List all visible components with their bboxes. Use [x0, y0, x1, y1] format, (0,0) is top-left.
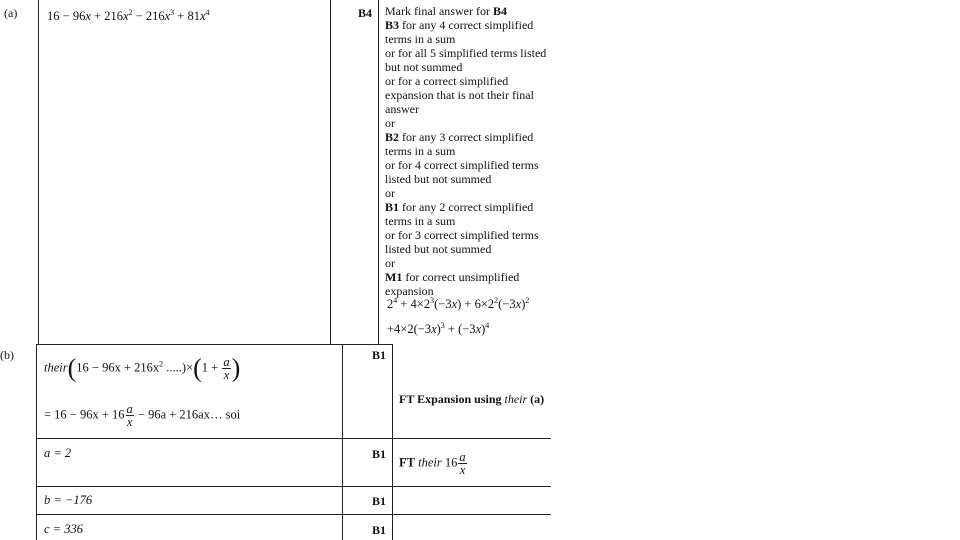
row-divider-2	[36, 486, 551, 487]
unsimplified-expansion-line2: $+4\times 2(-3x)^3 + (-3x)^4$	[387, 321, 490, 336]
part-a-answer-divider	[330, 0, 331, 344]
part-a-left-border	[38, 0, 39, 344]
row1-mark: B1	[372, 348, 387, 362]
part-a-answer: $16 - 96x + 216x^2 - 216x^3 + 81x^4$	[47, 8, 210, 23]
part-b-left-border	[36, 344, 37, 540]
row3-mark: B1	[372, 494, 387, 508]
part-a-mark-divider	[378, 0, 379, 344]
part-b-working-line2: = 16 − 96x + 16 $\frac{a}{x}$ − 96a + 216ax… soi	[44, 402, 241, 429]
part-b-label: (b)	[0, 348, 14, 362]
row-divider-1	[36, 438, 551, 439]
answer-c: c = 336	[44, 522, 83, 536]
answer-b: b = −176	[44, 493, 93, 507]
part-b-top-border	[36, 344, 393, 345]
part-a-mark: B4	[358, 6, 373, 20]
row1-guidance: FT Expansion using their (a)	[399, 392, 545, 406]
row-divider-3	[36, 514, 551, 515]
row4-mark: B1	[372, 523, 387, 537]
part-a-guidance-notes: Mark final answer for B4 B3 for any 4 correct simplified terms in a sum or for all 5 simplified terms listed but not summed or for a correct simplified expansion that is not their final answer or B2 for any 3 correct simplified terms in a sum or for 4 correct simplified terms listed but not summed or B1 for any 2 correct simplified terms in a sum or for 3 correct simplified terms listed but not summed or M1 for correct unsimplified expansion	[385, 4, 547, 298]
answer-a: a = 2	[44, 446, 72, 460]
part-b-mark-divider	[392, 344, 393, 540]
part-b-working-line1: their(16 − $96x + 216x^2$ .....)×(1 + $\frac{a}{x}$ )	[44, 353, 241, 383]
row2-guidance: FT their 16 $\frac{a}{x}$	[399, 450, 466, 477]
part-b-answer-divider	[342, 344, 343, 540]
row2-mark: B1	[372, 447, 387, 461]
part-a-label: (a)	[4, 6, 18, 20]
unsimplified-expansion-line1: $2^4 + 4\times 2^3(-3x) + 6\times 2^2(-3x)^2$	[387, 296, 530, 311]
